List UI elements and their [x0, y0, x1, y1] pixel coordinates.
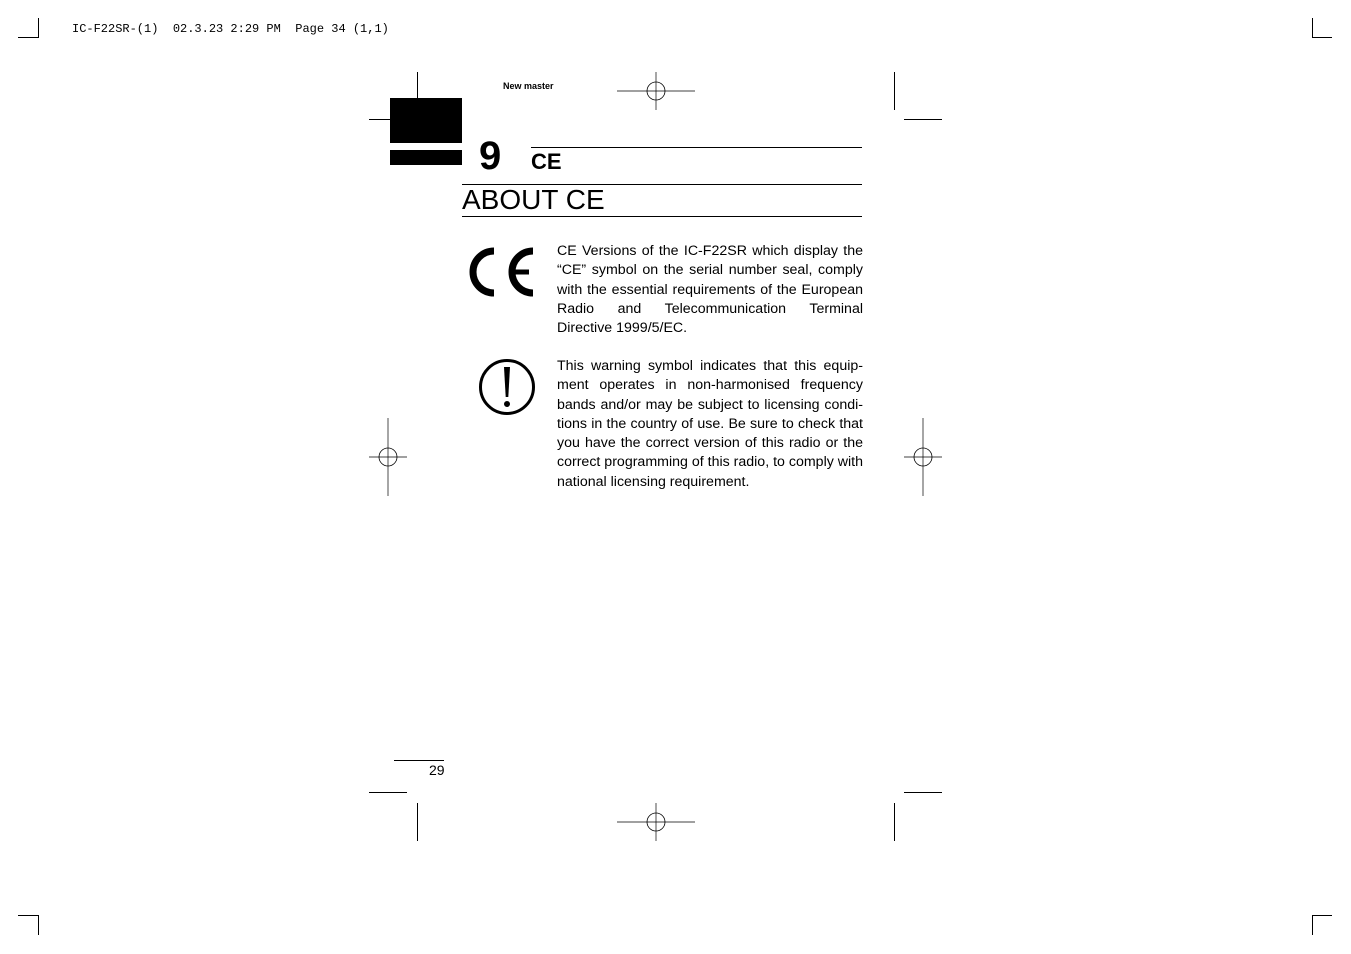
- section-title: ABOUT CE: [462, 184, 605, 215]
- warning-exclamation-icon: [478, 358, 536, 416]
- page-number: 29: [429, 762, 445, 778]
- section-rule-bottom: [462, 216, 862, 217]
- chapter-tab-block: [390, 98, 462, 143]
- ce-mark-icon: [465, 245, 537, 299]
- ce-compliance-paragraph: CE Versions of the IC-F22SR which display the “CE” symbol on the serial number seal, comply with the essential requirements of the European Radio and Telecommunication Terminal Directive 1999/5/EC.: [557, 243, 863, 337]
- registration-mark-right: [904, 418, 942, 496]
- print-slug-line: IC-F22SR-(1) 02.3.23 2:29 PM Page 34 (1,1): [72, 22, 389, 36]
- registration-mark-bottom: [617, 803, 695, 841]
- chapter-title-rule: [531, 147, 862, 148]
- page-number-rule: [394, 760, 444, 761]
- registration-mark-top: [617, 72, 695, 110]
- chapter-title: CE: [531, 149, 562, 174]
- warning-paragraph: This warning symbol indicates that this equipment operates in non-harmonised frequency bands and/or may be subject to licensing conditions in the country of use. Be sure to check that you have the correct version of this radio or the correct programming of this radio, to comply with national licensing requirement.: [557, 358, 863, 490]
- registration-mark-left: [369, 418, 407, 496]
- chapter-tab-bar: [390, 150, 462, 165]
- header-label: New master: [503, 81, 554, 91]
- chapter-number: 9: [479, 134, 502, 178]
